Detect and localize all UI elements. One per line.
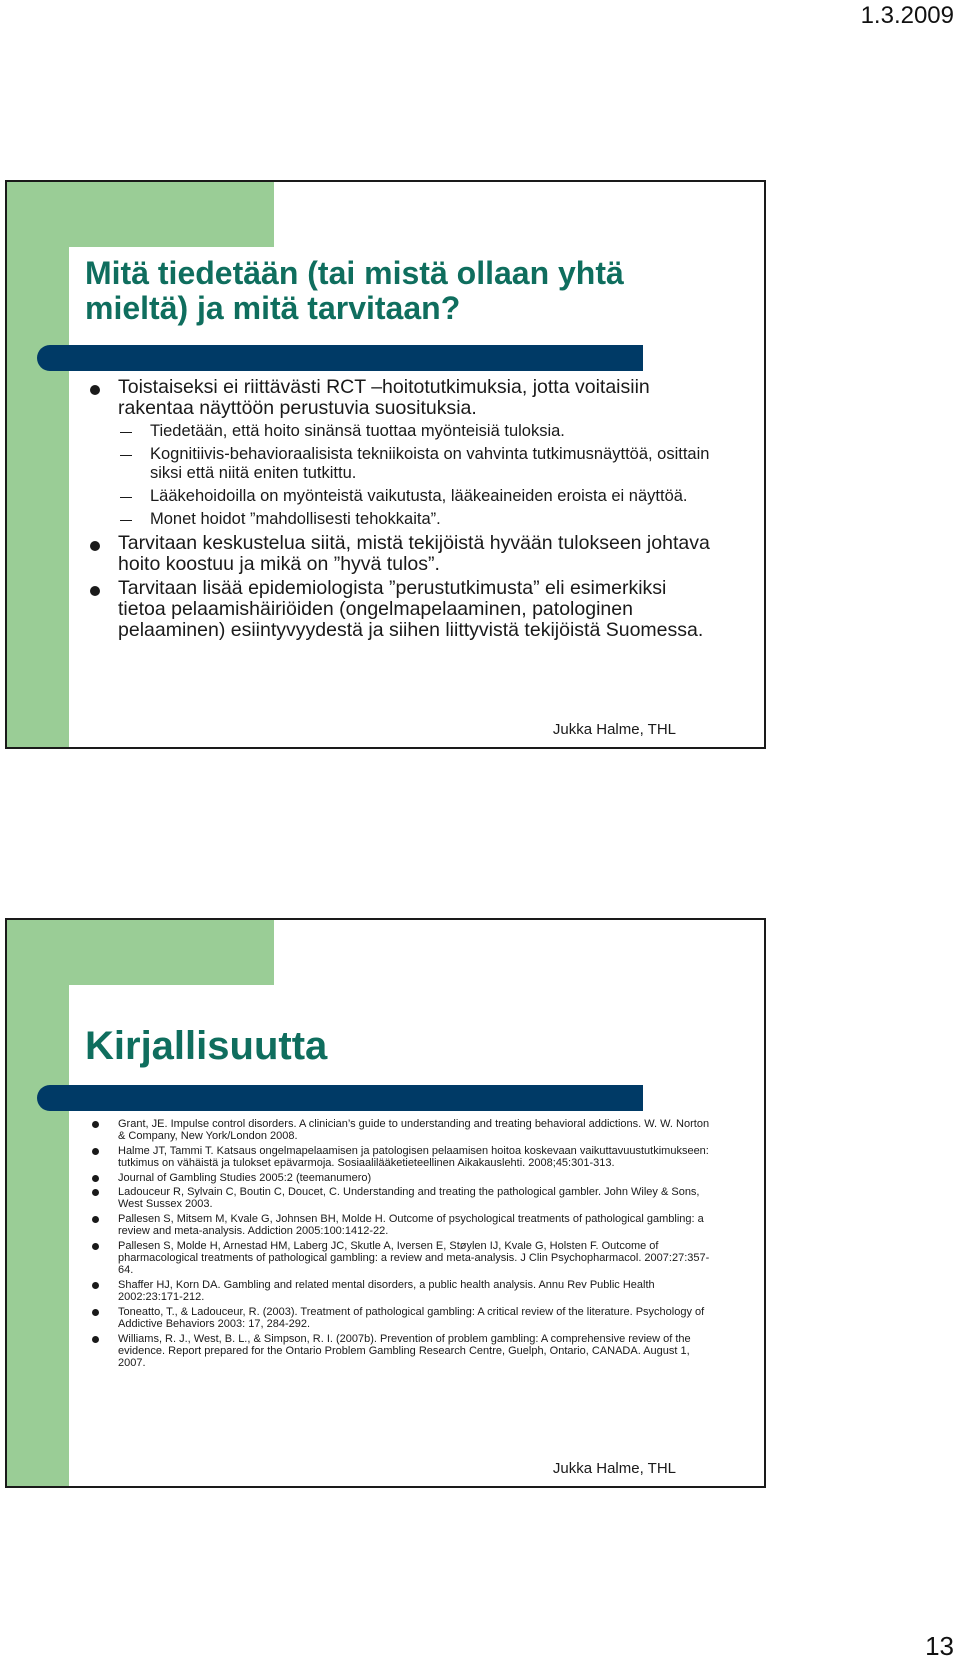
sub-bullet-item: Monet hoidot ”mahdollisesti tehokkaita”. — [80, 510, 714, 529]
slide-title-line-2: mieltä) ja mitä tarvitaan? — [85, 289, 461, 326]
sub-bullet-item: Kognitiivis-behavioraalisista tekniikoista on vahvinta tutkimusnäyttöä, osittain siksi että niitä eniten tutkittu. — [80, 445, 714, 483]
reference-item: Ladouceur R, Sylvain C, Boutin C, Doucet, C. Understanding and treating the pathological gambler. John Wiley & Sons, West Sussex 2003. — [80, 1186, 714, 1211]
page-date: 1.3.2009 — [860, 2, 954, 29]
slide-footer: Jukka Halme, THL — [552, 1460, 676, 1477]
bullet-item: Tarvitaan lisää epidemiologista ”perustutkimusta” eli esimerkiksi tietoa pelaamishäiriöiden (ongelmapelaaminen, patologinen pelaaminen) esiintyvyydestä ja siihen liittyvistä tekijöistä Suomessa. — [80, 578, 714, 641]
slide-references — [5, 918, 766, 1488]
sub-bullet-item: Lääkehoidoilla on myönteistä vaikutusta, lääkeaineiden eroista ei näyttöä. — [80, 487, 714, 506]
bullet-item: Tarvitaan keskustelua siitä, mistä tekijöistä hyvään tulokseen johtava hoito koostuu ja mikä on ”hyvä tulos”. — [80, 533, 714, 575]
reference-list — [80, 1118, 714, 1372]
reference-item: Pallesen S, Mitsem M, Kvale G, Johnsen BH, Molde H. Outcome of psychological treatments of pathological gambling: a review and meta-analysis. Addiction 2005:100:1412-22. — [80, 1213, 714, 1238]
slide-accent-tab — [69, 182, 274, 247]
slide-what-is-known — [5, 180, 766, 749]
reference-item: Toneatto, T., & Ladouceur, R. (2003). Treatment of pathological gambling: A critical review of the literature. Psychology of Addictive Behaviors 2003: 17, 284-292. — [80, 1306, 714, 1331]
slide-accent-bar — [7, 182, 69, 747]
slide-title-line-1: Mitä tiedetään (tai mistä ollaan yhtä — [85, 255, 624, 291]
slide-content — [80, 377, 714, 644]
title-rule — [37, 345, 643, 371]
slide-footer: Jukka Halme, THL — [552, 721, 676, 738]
slide-accent-bar — [7, 920, 69, 1486]
title-rule — [37, 1085, 643, 1111]
reference-item: Williams, R. J., West, B. L., & Simpson, R. I. (2007b). Prevention of problem gambling: A comprehensive review of the evidence. Report prepared for the Ontario Problem Gambling Research Centre, Guelph, Ontario, CANADA. August 1, 2007. — [80, 1333, 714, 1370]
reference-item: Pallesen S, Molde H, Arnestad HM, Laberg JC, Skutle A, Iversen E, Støylen IJ, Kvale G, Holsten F. Outcome of pharmacological treatments of pathological gambling: a review and meta-analysis. J Clin Psychopharmacol. 2007:27:357-64. — [80, 1240, 714, 1277]
reference-item: Grant, JE. Impulse control disorders. A clinician’s guide to understanding and treating behavioral addictions. W. W. Norton & Company, New York/London 2008. — [80, 1118, 714, 1143]
slide-accent-tab — [69, 920, 274, 985]
bullet-item: Toistaiseksi ei riittävästi RCT –hoitotutkimuksia, jotta voitaisiin rakentaa näyttöön perustuvia suosituksia. — [80, 377, 714, 419]
reference-item: Halme JT, Tammi T. Katsaus ongelmapelaamisen ja patologisen pelaamisen hoitoa koskevaan vaikuttavuustutkimukseen: tutkimus on vähäistä ja tulokset epävarmoja. Sosiaalilääketieteellinen Aikakauslehti. 2008;45:301-313. — [80, 1145, 714, 1170]
reference-item: Shaffer HJ, Korn DA. Gambling and related mental disorders, a public health analysis. Annu Rev Public Health 2002:23:171-212. — [80, 1279, 714, 1304]
page-number: 13 — [925, 1631, 954, 1661]
slide-title — [85, 256, 725, 325]
slide-title: Kirjallisuutta — [85, 1024, 328, 1068]
reference-item: Journal of Gambling Studies 2005:2 (teemanumero) — [80, 1172, 714, 1184]
sub-bullet-item: Tiedetään, että hoito sinänsä tuottaa myönteisiä tuloksia. — [80, 422, 714, 441]
